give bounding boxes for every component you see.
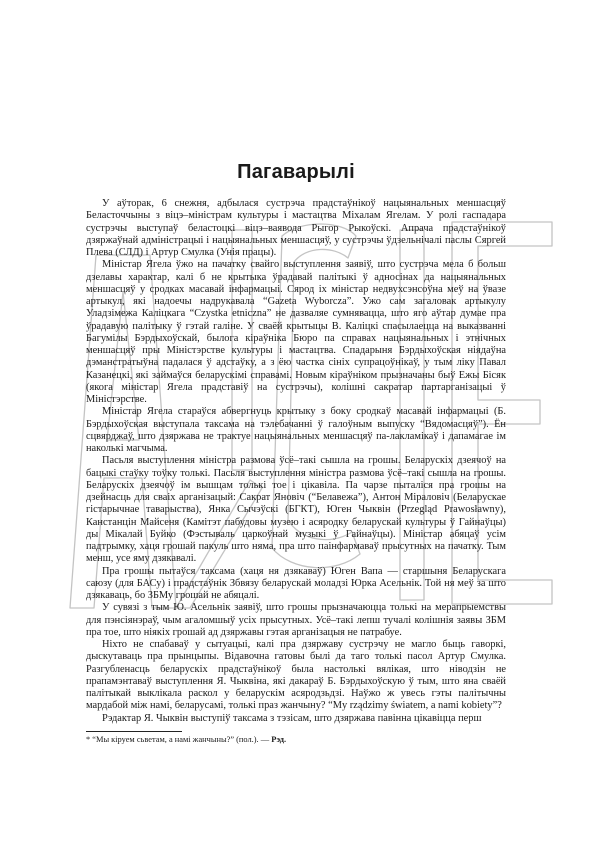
footnote (86, 735, 506, 745)
paragraph: Пасьля выступлення міністра размова ўсё–такі сышла на грошы. Беларускіх дзеячоў на бацыкі стаўку тоўку толькі. Пасьля выступлення міністра размова ўсё–такі сышла на грошы. Беларускіх дзеячоў ім вышцам толькі тое і цікавіла. Па чарзе пыталіся пра грошы на дзейнасць для сваіх арганізацый: Сакрат Яновіч (“Белавежа”), Антон Міраловіч (Беларускае гістарычнае таварыства), Янка Сычэўскі (БГКТ), Юген Чыквін (Przegląd Prawosławny), Канстанцін Майсеня (Камітэт пабудовы музею і асяродку беларускай культуры ў Гайнаўцы) ды Мікалай Буйко (Фэстываль царкоўнай музыкі ў Гайнаўцы). Міністар абяцаў усім падтрымку, хаця грошай пакуль што няма, пра што паінфармаваў прысутных на пачатку. Тым менш, усе яму дзякавалі. (86, 455, 506, 565)
footnote-attribution: Рэд. (271, 734, 287, 744)
paragraph: Ніхто не спабаваў у сытуацыі, калі пра дзяржаву сустрэчу не магло быць гаворкі, дыскутаваць пра прынцыпы. Відавочна гатовы былі да таго толькі пасол Артур Смулка. Разгубленасць беларускіх прадстаўнікоў была настолькі вялікая, што ніводзін не прапамэнтаваў выступлення Я. Чыквіна, які дакараў Б. Бэрдыхоўскую ў тым, што яна сваёй палітыкай выклікала раскол у беларускім асяродзьдзі. Наўжо ж увесь гэты палітычны мардабой між намі, беларусамі, толькі праз жанчыну? “My rządzimy światem, a nami kobiety”? (86, 639, 506, 712)
paragraph: Міністар Ягела ўжо на пачатку свайго выступлення заявіў, што сустрэча мела б больш дзелавы характар, калі б не крытыка ўрадавай палітыкі ў адносінах да нацыянальных меншасцяў у сродках масавай інфармацыі. Сярод іх міністар недвухсэнсоўна меў на ўвазе артыкул, які надоечы надрукавала “Gazeta Wyborcza”. Ужо сам загаловак артыкулу Уладзімежа Каліцкага “Czystka etniczna” не дазваляе сумнявацца, што яго аўтар думае пра ўрадавую палітыку ў гэтай галіне. У сваёй крытыцы В. Каліцкі спасылаецца на выказванні Багумілы Бэрдыхоўскай, былога кіраўніка Бюро па справах нацыянальных і этнічных меншасцяў пры Міністэрстве культуры і мастацтва. Спадарыня Бэрдыхоўская ніядаўна дэманстратыўна падалася ў адстаўку, а з ёю частка сініх супрацоўнікаў, у тым ліку Павал Казанецкі, які займаўся беларускімі справамі. Новым кіраўніком прызначаны быў Ежы Бісяк (якога міністар Ягела прадставіў на сустрэчы), колішні сакратар партарганізацыі ў Міністэрстве. (86, 259, 506, 405)
footnote-separator: — (260, 734, 270, 744)
article-page (86, 160, 506, 745)
paragraph: У аўторак, 6 снежня, адбылася сустрэча прадстаўнікоў нацыянальных меншасцяў Беласточчыны з віцэ–міністрам культуры і мастацтва Міхалам Ягелам. У ролі гаспадара сустрэчы выступаў беластоцкі віцэ–ваявода Рыгор Рыкоўскі. Апрача прадстаўнікоў дзяржаўнай адміністрацыі і нацыянальных меншасцяў, у сустрэчы ўдзельнічалі паслы Сяргей Плева (СЛД) і Артур Смулка (Унія працы). (86, 198, 506, 258)
paragraph: Міністар Ягела стараўся абвергнуць крытыку з боку сродкаў масавай інфармацыі (Б. Бэрдыхоўская выступала таксама на тэлебачанні ў галоўным выпуску “Вядомасцяў”). Ён сцвярджаў, што дзяржава не трактуе нацыянальных меншасцяў па-лакламікаў і дапамагае ім наколькі магчыма. (86, 406, 506, 454)
footnote-divider (86, 731, 182, 732)
paragraph: Рэдактар Я. Чыквін выступіў таксама з тэзісам, што дзяржава павінна цікавіцца перш (102, 712, 482, 724)
article-body (86, 198, 506, 725)
footnote-marker: * (86, 734, 91, 744)
paragraph: У сувязі з тым Ю. Асельнік заявіў, што грошы прызначаюцца толькі на мерапрыемствы для пэнсіянэраў, чым агаломшыў усіх прысутных. Усё–такі лепш тучалі колішнія заявы ЗБМ пра тое, што ніякіх грошай ад дзяржавы гэтая арганізацыя не патрабуе. (86, 602, 506, 638)
paragraph: Пра грошы пытаўся таксама (хаця ня дзякаваў) Юген Вапа — старшыня Беларускага саюзу (для БАСу) і прадстаўнік Збвязу беларускай моладзі Юрка Асельнік. Той ня меў за што дзякаваць, бо ЗБМу грошай не абяцалі. (86, 565, 506, 601)
footnote-text: “Мы кіруем сьветам, а намі жанчыны?” (пол.). (92, 734, 259, 744)
article-title: Пагаварылі (237, 161, 355, 183)
